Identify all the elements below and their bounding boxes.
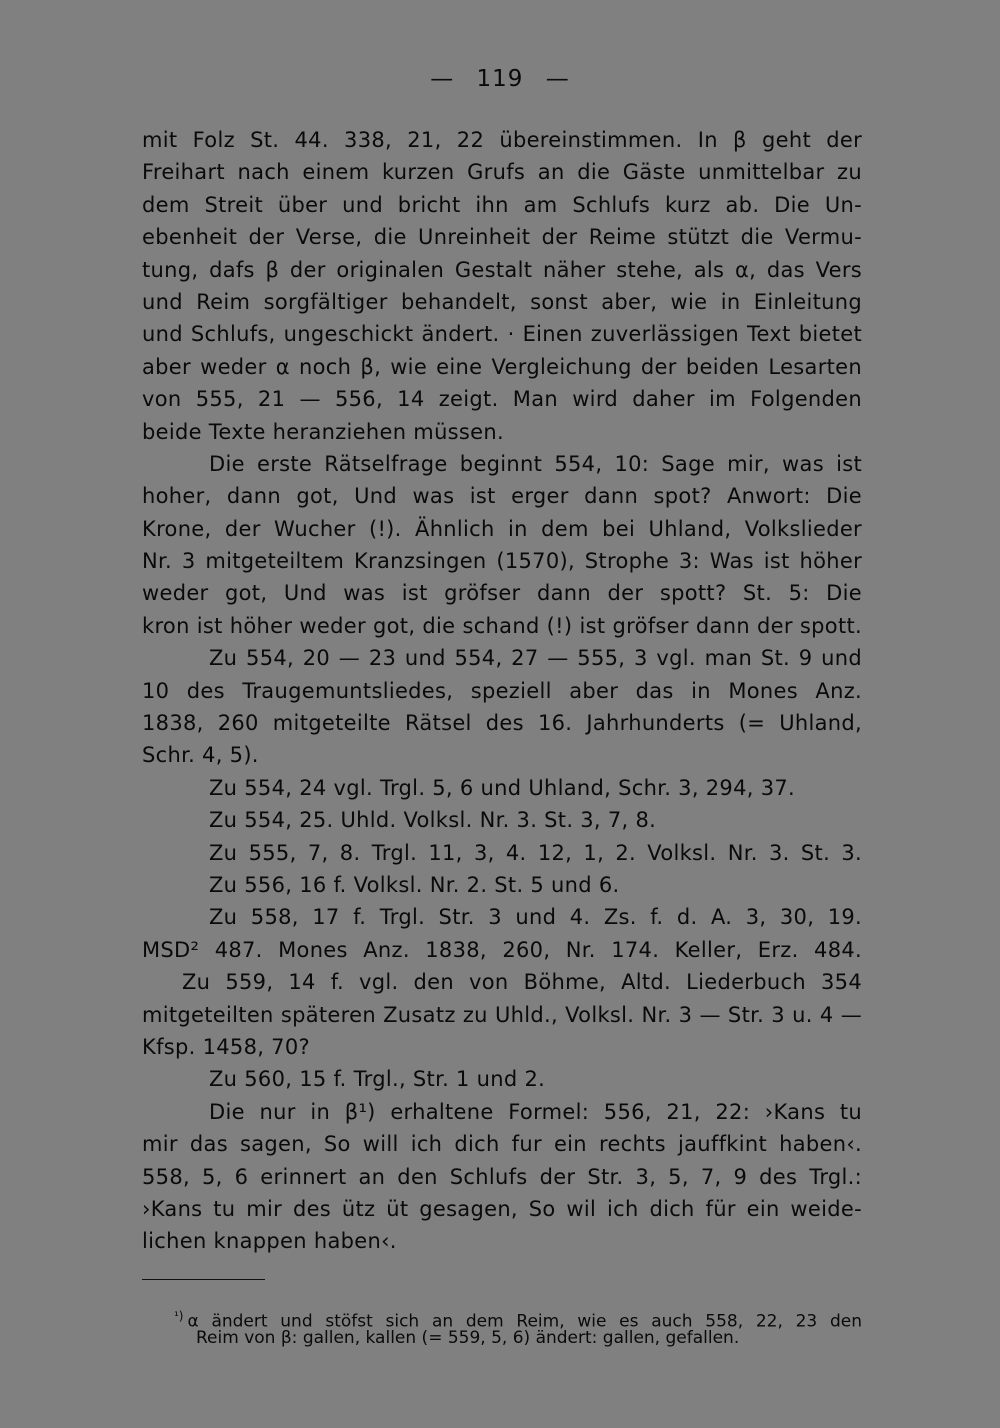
text-line: Die nur in β¹) erhaltene Formel: 556, 21, 22: ›Kans tu [209, 1099, 862, 1124]
text-line: ›Kans tu mir des ütz üt gesagen, So wil ich dich für ein weide- [142, 1196, 862, 1221]
page-number: — 119 — [430, 66, 570, 92]
text-line: weder got, Und was ist gröfser dann der spott? St. 5: Die [142, 581, 862, 606]
footnote-line [174, 1305, 862, 1332]
text-line: 10 des Traugemuntsliedes, speziell aber das in Mones Anz. [142, 678, 862, 703]
text-line: Zu 555, 7, 8. Trgl. 11, 3, 4. 12, 1, 2. Volksl. Nr. 3. St. 3. [209, 840, 862, 865]
text-line: Zu 560, 15 f. Trgl., Str. 1 und 2. [209, 1067, 546, 1092]
text-line: Schr. 4, 5). [142, 743, 259, 768]
text-line: Freihart nach einem kurzen Grufs an die Gäste unmittelbar zu [142, 160, 862, 185]
text-line: 1838, 260 mitgeteilte Rätsel des 16. Jahrhunderts (= Uhland, [142, 711, 862, 736]
text-line: aber weder α noch β, wie eine Vergleichung der beiden Lesarten [142, 354, 862, 379]
text-line: mitgeteilten späteren Zusatz zu Uhld., Volksl. Nr. 3 — Str. 3 u. 4 — [142, 1002, 862, 1027]
text-line: von 555, 21 — 556, 14 zeigt. Man wird daher im Folgenden [142, 387, 862, 412]
footnote-line: Reim von β: gallen, kallen (= 559, 5, 6) ändert: gallen, gefallen. [196, 1328, 740, 1348]
main-text [142, 124, 862, 1258]
text-line: Zu 558, 17 f. Trgl. Str. 3 und 4. Zs. f. d. A. 3, 30, 19. [209, 905, 862, 930]
footnote-divider [142, 1279, 265, 1280]
text-line: Die erste Rätselfrage beginnt 554, 10: Sage mir, was ist [209, 451, 862, 476]
text-line: mit Folz St. 44. 338, 21, 22 übereinstimmen. In β geht der [142, 128, 862, 152]
text-line: und Schlufs, ungeschickt ändert. · Einen zuverlässigen Text bietet [142, 322, 862, 347]
text-line: MSD² 487. Mones Anz. 1838, 260, Nr. 174. Keller, Erz. 484. [142, 937, 862, 962]
text-line: kron ist höher weder got, die schand (!) ist gröfser dann der spott. [142, 613, 862, 638]
text-line: Zu 556, 16 f. Volksl. Nr. 2. St. 5 und 6. [209, 872, 620, 897]
text-line: Krone, der Wucher (!). Ähnlich in dem bei Uhland, Volkslieder [142, 516, 862, 541]
text-line: 558, 5, 6 erinnert an den Schlufs der Str. 3, 5, 7, 9 des Trgl.: [142, 1164, 862, 1189]
footnote-marker: ¹) [174, 1309, 184, 1323]
text-line: Zu 554, 25. Uhld. Volksl. Nr. 3. St. 3, 7, 8. [209, 808, 657, 833]
text-line: lichen knappen haben‹. [142, 1229, 397, 1254]
footnote-text: α ändert und stöfst sich an dem Reim, wie es auch 558, 22, 23 den [187, 1311, 862, 1332]
text-line: mir das sagen, So will ich dich fur ein rechts jauffkint haben‹. [142, 1132, 862, 1157]
text-line: Zu 554, 20 — 23 und 554, 27 — 555, 3 vgl. man St. 9 und [209, 646, 862, 671]
text-line: Zu 559, 14 f. vgl. den von Böhme, Altd. Liederbuch 354 [182, 970, 862, 995]
text-line: Zu 554, 24 vgl. Trgl. 5, 6 und Uhland, Schr. 3, 294, 37. [209, 775, 795, 800]
text-line: beide Texte heranziehen müssen. [142, 419, 504, 444]
text-line: ebenheit der Verse, die Unreinheit der Reime stützt die Vermu- [142, 225, 862, 250]
text-line: und Reim sorgfältiger behandelt, sonst aber, wie in Einleitung [142, 289, 862, 314]
text-line: Nr. 3 mitgeteiltem Kranzsingen (1570), Strophe 3: Was ist höher [142, 549, 862, 574]
text-line: hoher, dann got, Und was ist erger dann spot? Anwort: Die [142, 484, 862, 509]
text-line: Kfsp. 1458, 70? [142, 1034, 310, 1059]
footnote [174, 1305, 862, 1349]
text-line: tung, dafs β der originalen Gestalt näher stehe, als α, das Vers [142, 257, 862, 282]
text-line: dem Streit über und bricht ihn am Schlufs kurz ab. Die Un- [142, 192, 862, 217]
